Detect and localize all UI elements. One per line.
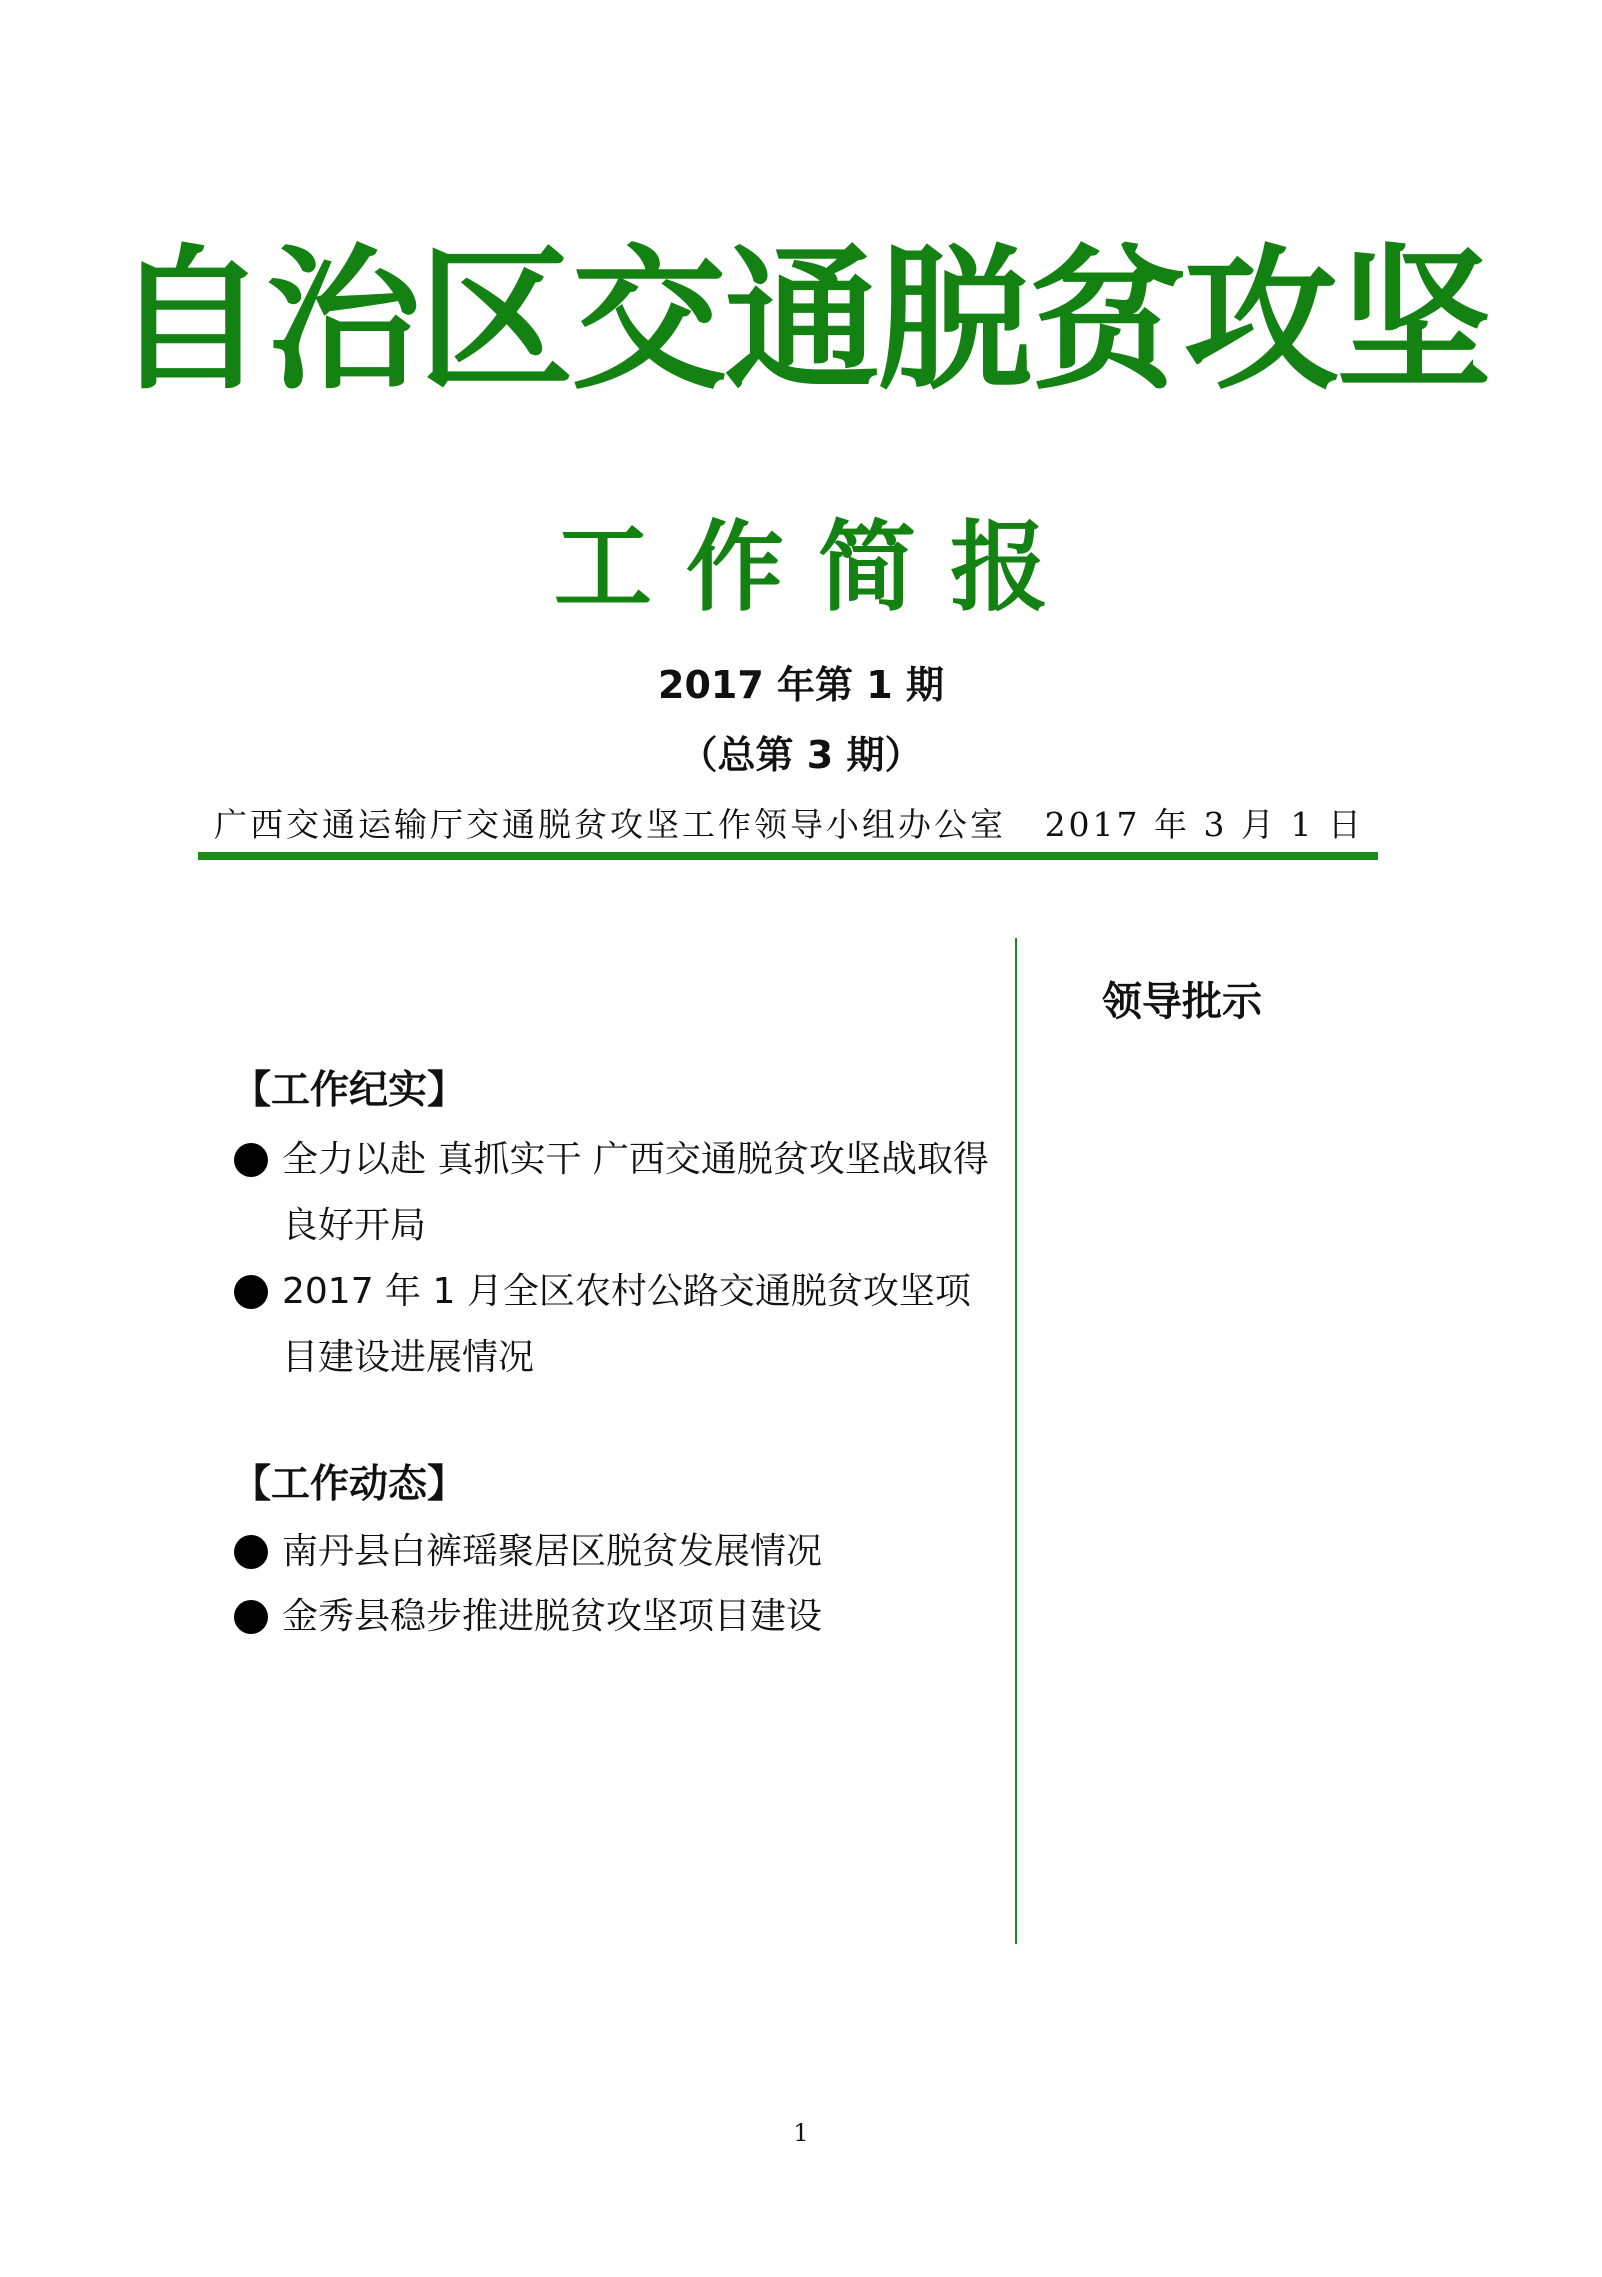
masthead-subtitle: 工 作 简 报 — [553, 510, 1049, 625]
section-heading-records: 【工作纪实】 — [232, 1068, 467, 1113]
bullet-icon — [234, 1600, 268, 1634]
publisher-line — [214, 802, 1364, 848]
toc-item-text: 2017 年 1 月全区农村公路交通脱贫攻坚项目建设进展情况 — [282, 1271, 971, 1378]
publish-date: 2017 年 3 月 1 日 — [1044, 805, 1364, 844]
page-number: 1 — [793, 2119, 809, 2147]
publisher-name: 广西交通运输厅交通脱贫攻坚工作领导小组办公室 — [214, 805, 1006, 844]
issue-number: 2017 年第 1 期 — [658, 663, 944, 707]
bullet-icon — [234, 1275, 268, 1309]
toc-item — [234, 1519, 994, 1585]
toc-item-text: 全力以赴 真抓实干 广西交通脱贫攻坚战取得良好开局 — [282, 1139, 989, 1246]
toc-item-text: 南丹县白裤瑶聚居区脱贫发展情况 — [282, 1531, 823, 1572]
toc-item-text: 金秀县稳步推进脱贫攻坚项目建设 — [282, 1596, 823, 1637]
toc-item — [234, 1584, 994, 1650]
leader-instructions-heading: 领导批示 — [1102, 979, 1262, 1025]
section-heading-updates: 【工作动态】 — [232, 1462, 467, 1507]
issue-total-number: （总第 3 期） — [679, 733, 923, 777]
bullet-icon — [234, 1143, 268, 1177]
masthead-title: 自治区交通脱贫攻坚 — [112, 228, 1490, 411]
masthead-rule — [198, 852, 1378, 860]
toc-item — [234, 1259, 994, 1391]
column-divider — [1015, 938, 1017, 1944]
bullet-icon — [234, 1535, 268, 1569]
toc-item — [234, 1127, 994, 1259]
